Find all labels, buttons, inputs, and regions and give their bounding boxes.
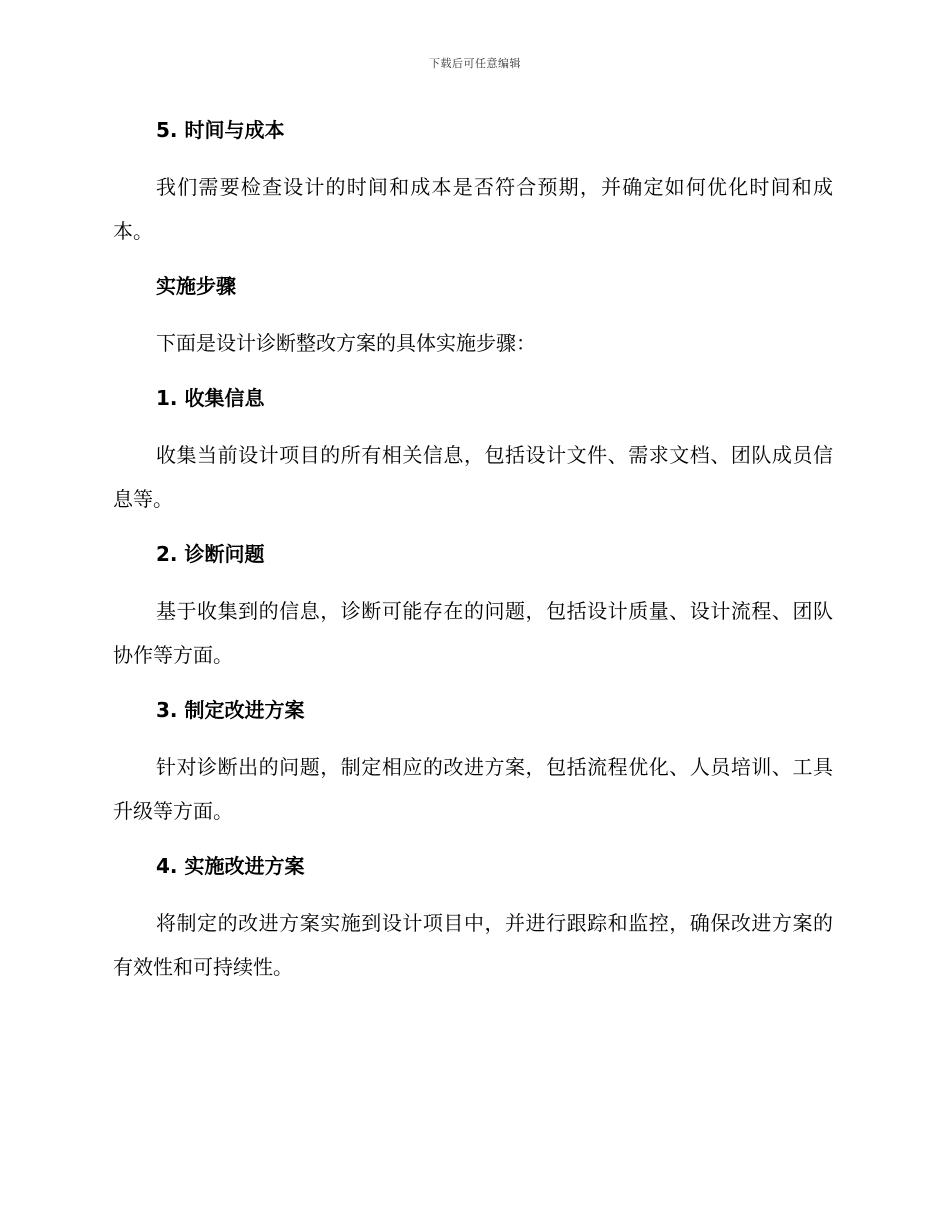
paragraph-implement: 将制定的改进方案实施到设计项目中，并进行跟踪和监控，确保改进方案的有效性和可持续性。 [113, 911, 833, 979]
paragraph-implementation-intro: 下面是设计诊断整改方案的具体实施步骤： [156, 331, 536, 355]
paragraph-collect-info: 收集当前设计项目的所有相关信息，包括设计文件、需求文档、团队成员信息等。 [113, 443, 833, 511]
section-heading-diagnose: 2. 诊断问题 [156, 542, 265, 566]
section-heading-collect-info: 1. 收集信息 [156, 386, 265, 410]
section-heading-implement: 4. 实施改进方案 [156, 854, 305, 878]
header-note: 下载后可任意编辑 [429, 57, 521, 70]
paragraph-plan: 针对诊断出的问题，制定相应的改进方案，包括流程优化、人员培训、工具升级等方面。 [113, 755, 833, 823]
section-heading-time-cost: 5. 时间与成本 [156, 118, 285, 142]
document-body [113, 112, 833, 989]
section-heading-plan: 3. 制定改进方案 [156, 698, 305, 722]
section-heading-implementation-steps: 实施步骤 [156, 274, 236, 298]
paragraph-diagnose: 基于收集到的信息，诊断可能存在的问题，包括设计质量、设计流程、团队协作等方面。 [113, 599, 833, 667]
paragraph-time-cost: 我们需要检查设计的时间和成本是否符合预期，并确定如何优化时间和成本。 [113, 175, 833, 243]
